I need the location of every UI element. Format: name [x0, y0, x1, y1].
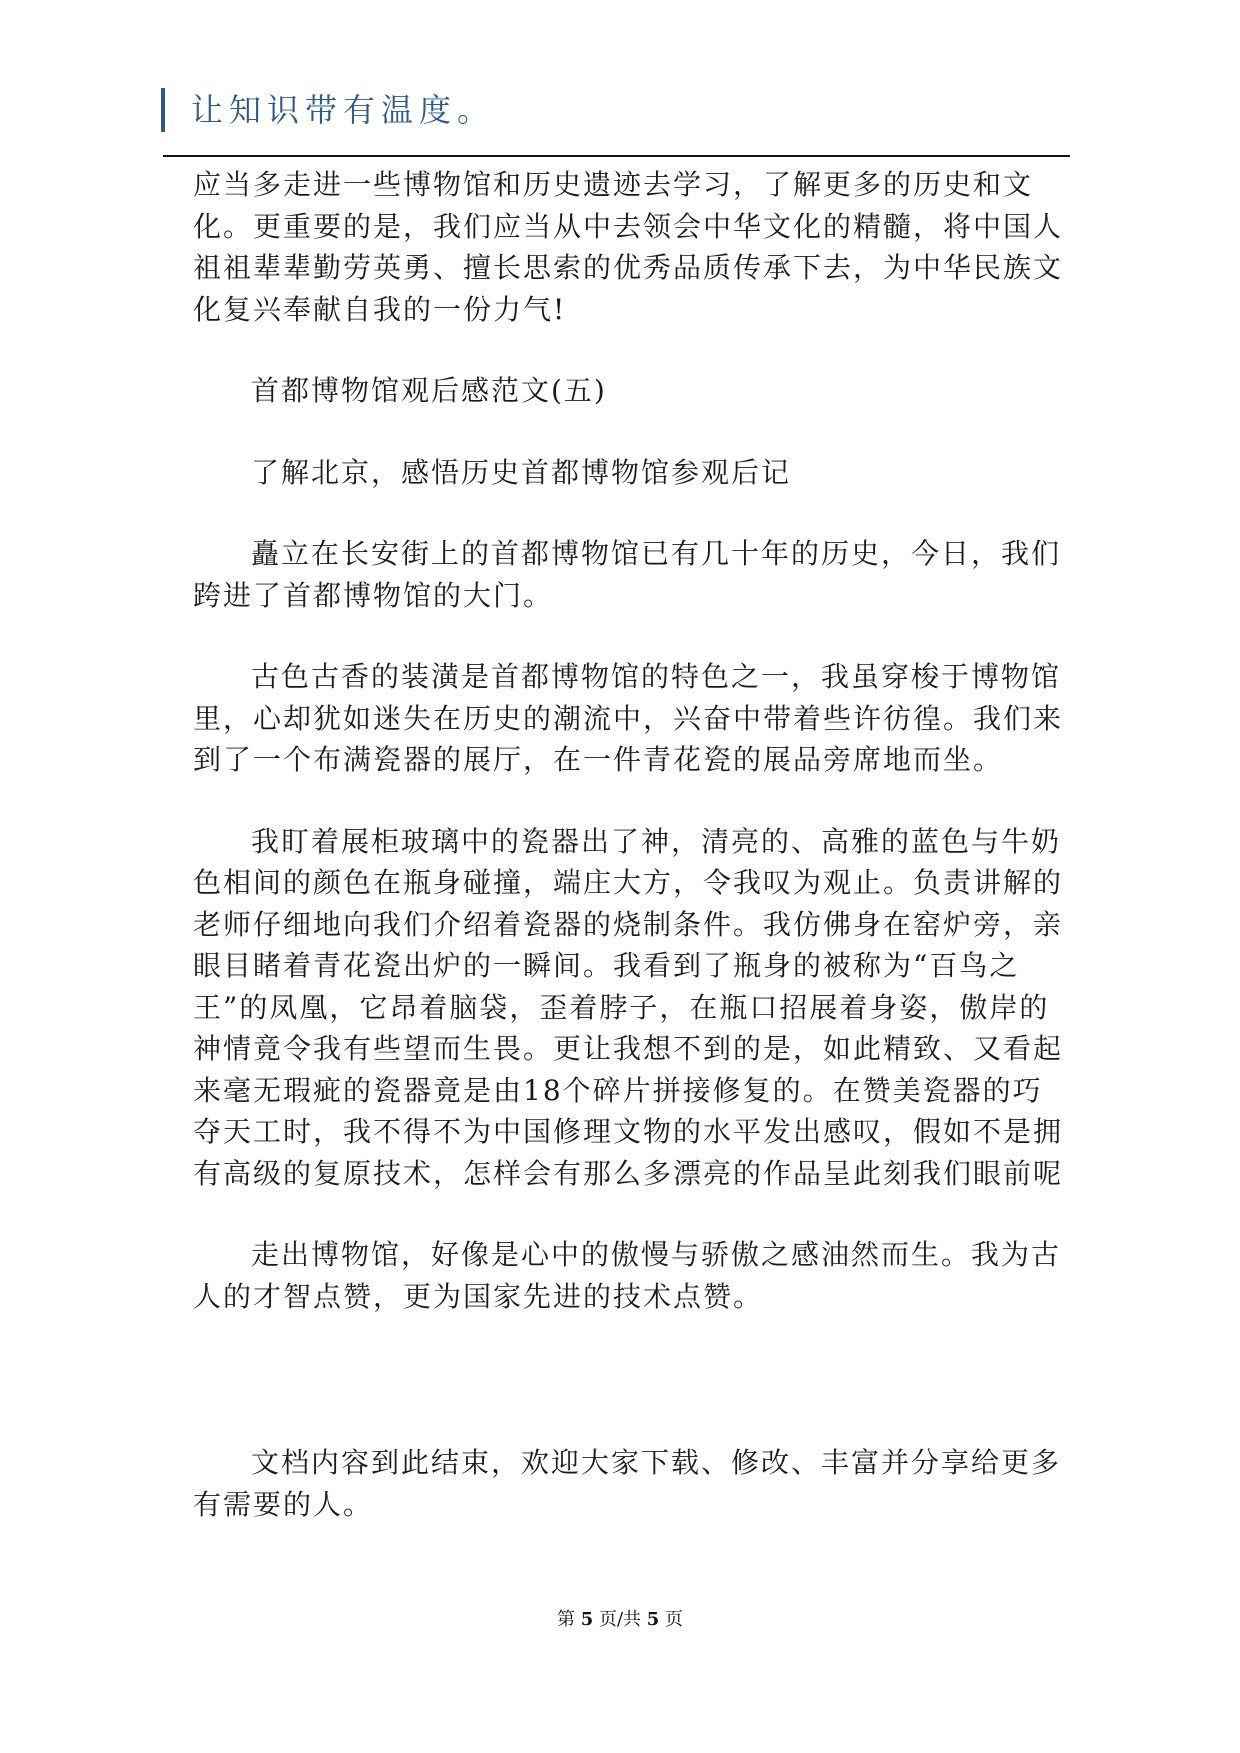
section-subtitle: 了解北京，感悟历史首都博物馆参观后记 — [251, 455, 792, 489]
paragraph: 走出博物馆，好像是心中的傲慢与骄傲之感油然而生。我为古人的才智点赞，更为国家先进的技术点赞。 — [193, 1238, 1062, 1313]
footer-middle: 页/共 — [598, 1609, 642, 1630]
header-title: 让知识带有温度。 — [191, 91, 496, 129]
current-page-number: 5 — [580, 1609, 594, 1630]
paragraph: 矗立在长安街上的首都博物馆已有几十年的历史，今日，我们跨进了首都博物馆的大门。 — [193, 537, 1062, 612]
header-accent-bar — [161, 88, 165, 132]
section-title: 首都博物馆观后感范文(五) — [251, 374, 607, 407]
paragraph: 我盯着展柜玻璃中的瓷器出了神，清亮的、高雅的蓝色与牛奶色相间的颜色在瓶身碰撞，端庄大方，令我叹为观止。负责讲解的老师仔细地向我们介绍着瓷器的烧制条件。我仿佛身在窑炉旁，亲眼目睹着青花瓷出炉的一瞬间。我看到了瓶身的被称为“百鸟之王”的凤凰，它昂着脑袋，歪着脖子，在瓶口招展着身姿，傲岸的神情竟令我有些望而生畏。更让我想不到的是，如此精致、又看起来毫无瑕疵的瓷器竟是由18个碎片拼接修复的。在赞美瓷器的巧夺天工时，我不得不为中国修理文物的水平发出感叹，假如不是拥有高级的复原技术，怎样会有那么多漂亮的作品呈此刻我们眼前呢 — [193, 824, 1064, 1190]
footer-prefix: 第 — [556, 1609, 575, 1630]
total-pages-number: 5 — [646, 1609, 660, 1630]
page-footer — [0, 1605, 1240, 1631]
paragraph: 古色古香的装潢是首都博物馆的特色之一，我虽穿梭于博物馆里，心却犹如迷失在历史的潮流中，兴奋中带着些许彷徨。我们来到了一个布满瓷器的展厅，在一件青花瓷的展品旁席地而坐。 — [193, 660, 1064, 776]
paragraph-continuation: 应当多走进一些博物馆和历史遗迹去学习，了解更多的历史和文化。更重要的是，我们应当从中去领会中华文化的精髓，将中国人祖祖辈辈勤劳英勇、擅长思索的优秀品质传承下去，为中华民族文化复兴奉献自我的一份力气! — [193, 168, 1064, 326]
document-body — [193, 164, 1063, 1525]
closing-note: 文档内容到此结束，欢迎大家下载、修改、丰富并分享给更多有需要的人。 — [193, 1446, 1062, 1521]
header-divider — [163, 155, 1070, 157]
footer-suffix: 页 — [665, 1609, 684, 1630]
